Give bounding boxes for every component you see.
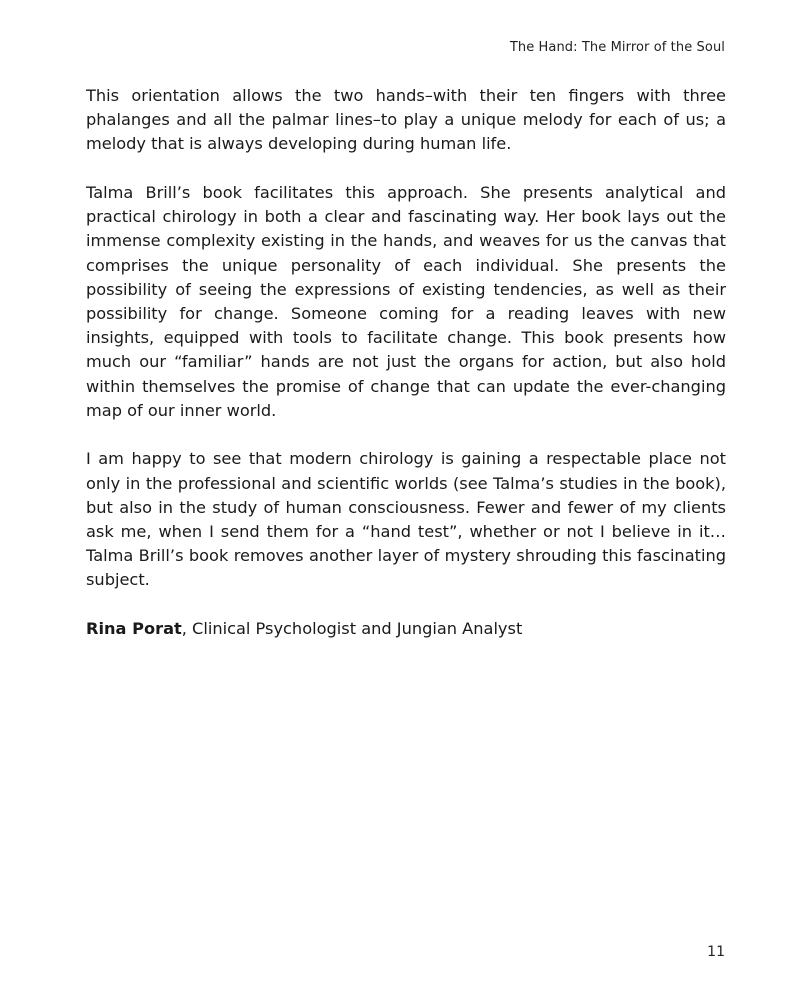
body-paragraph-1: This orientation allows the two hands–with their ten fingers with three phalanges and all the palmar lines–to play a unique melody for each of us; a melody that is always developing during human life.	[86, 86, 726, 154]
page-number: 11	[707, 944, 725, 960]
body-paragraph-3: I am happy to see that modern chirology is gaining a respectable place not only in the professional and scientific worlds (see Talma’s studies in the book), but also in the study of human consciousness. Fewer and fewer of my clients ask me, when I send them for a “hand test”, whether or not I believe in it… Talma Brill’s book removes another layer of mystery shrouding this fascinating subject.	[86, 449, 726, 590]
signature-line	[86, 617, 726, 641]
page-body	[86, 84, 726, 666]
signature-title: , Clinical Psychologist and Jungian Analyst	[181, 619, 523, 639]
running-header: The Hand: The Mirror of the Soul	[509, 40, 725, 55]
signature-name: Rina Porat	[86, 619, 182, 639]
body-paragraph-2: Talma Brill’s book facilitates this approach. She presents analytical and practical chirology in both a clear and fascinating way. Her book lays out the immense complexity existing in the hands, and weaves for us the canvas that comprises the unique personality of each individual. She presents the possibility of seeing the expressions of existing tendencies, as well as their possibility for change. Someone coming for a reading leaves with new insights, equipped with tools to facilitate change. This book presents how much our “familiar” hands are not just the organs for action, but also hold within themselves the promise of change that can update the ever-changing map of our inner world.	[86, 183, 726, 420]
